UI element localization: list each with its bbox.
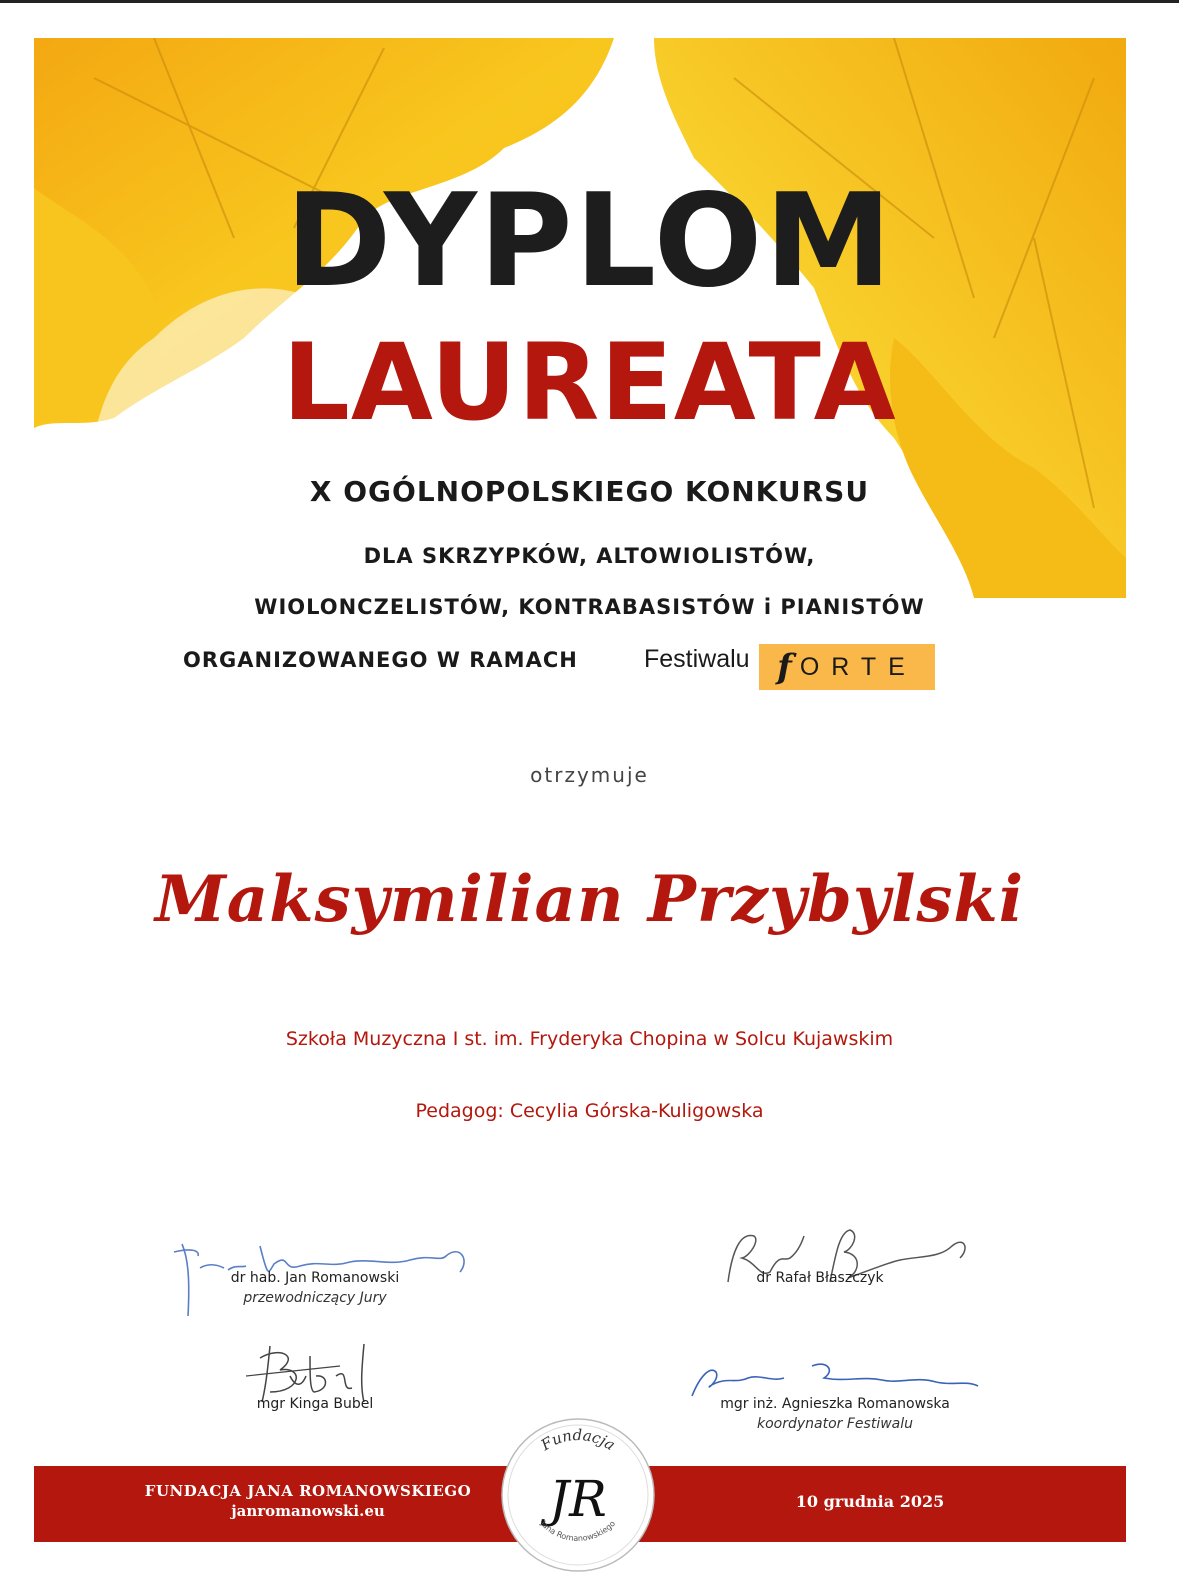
top-border [0,0,1179,3]
footer-website: janromanowski.eu [231,1502,385,1520]
signature-1-name: dr hab. Jan Romanowski [230,1270,400,1286]
forte-logo [759,644,935,690]
forte-letters: ORTE [799,652,917,681]
forte-f: f [777,647,792,687]
signature-3-name: mgr Kinga Bubel [256,1396,374,1412]
signature-2-name: dr Rafał Błaszczyk [756,1270,884,1286]
signature-4-name: mgr inż. Agnieszka Romanowska [720,1396,950,1412]
signature-4-role: koordynator Festiwalu [756,1416,913,1432]
receives-label: otrzymuje [530,763,649,787]
seal-bottom-text: Jana Romanowskiego [538,1519,618,1544]
contest-line-3: WIOLONCZELISTÓW, KONTRABASISTÓW i PIANISTÓW [254,595,925,619]
seal-top-text: Fundacja [537,1425,619,1455]
footer-organization: FUNDACJA JANA ROMANOWSKIEGO [144,1482,472,1500]
footer-date: 10 grudnia 2025 [795,1492,945,1511]
autumn-leaves-background [34,38,1126,598]
school-name: Szkoła Muzyczna I st. im. Fryderyka Chopina w Solcu Kujawskim [285,1028,894,1050]
contest-line-4: ORGANIZOWANEGO W RAMACH [183,648,578,672]
seal-monogram: JR [549,1470,607,1528]
festival-word: Festiwalu [644,645,750,673]
diploma-title: DYPLOM [285,167,894,316]
contest-line-2: DLA SKRZYPKÓW, ALTOWIOLISTÓW, [363,544,816,568]
foundation-seal [501,1418,655,1572]
signature-1-role: przewodniczący Jury [243,1290,387,1306]
diploma-subtitle: LAUREATA [282,321,897,444]
contest-line-1: X OGÓLNOPOLSKIEGO KONKURSU [309,475,870,508]
winner-name: Maksymilian Przybylski [154,862,1025,937]
teacher-name: Pedagog: Cecylia Górska-Kuligowska [415,1100,764,1122]
